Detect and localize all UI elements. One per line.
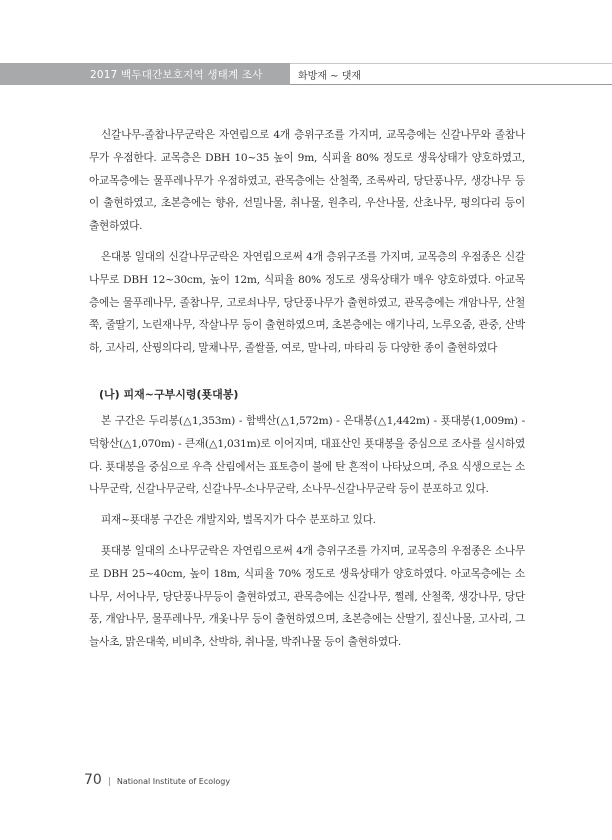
section-range: 화방재 ~ 댓재 bbox=[290, 63, 612, 85]
paragraph: 푯대봉 일대의 소나무군락은 자연림으로써 4개 층위구조를 가지며, 교목층의 우점종은 소나무로 DBH 25~40cm, 높이 18m, 식피율 70% 정도로 생육상태가 양호하였다. 아교목층에는 소나무, 서어나무, 당단풍나무등이 출현하였고, 관목층에는 신갈나무, 쩔레, 산철쭉, 생강나무, 당단풍, 개암나무, 물푸레나무, 개옻나무 등이 출현하였으며, 초본층에는 산딸기, 짚신나물, 고사리, 그늘사초, 맑은대쑥, 비비추, 산박하, 취나물, 박쥐나물 등이 출현하였다. bbox=[89, 544, 525, 649]
paragraph: 신갈나무-졸참나무군락은 자연림으로 4개 층위구조를 가지며, 교목층에는 신갈나무와 졸참나무가 우점한다. 교목층은 DBH 10~35 높이 9m, 식피율 80% 정도로 생육상태가 양호하였고, 아교목층에는 물푸레나무가 우점하였고, 관목층에는 산철쭉, 조록싸리, 당단풍나무, 생강나무 등이 출현하였고, 초본층에는 향유, 선밀나물, 취나물, 원추리, 우산나물, 산초나무, 평의다리 등이 출현하였다. bbox=[89, 129, 525, 233]
paragraph: 본 구간은 두리봉(△1,353m) - 함백산(△1,572m) - 은대봉(△1,442m) - 푯대봉(1,009m) - 덕항산(△1,070m) - 큰재(△1,031m)로 이어지며, 대표산인 푯대봉을 중심으로 조사를 실시하였다. 푯대봉을 중심으로 우측 산림에서는 표토층이 불에 탄 흔적이 나타났으며, 주요 식생으로는 소나무군락, 신갈나무군락, 신갈나무-소나무군락, 소나무-신갈나무군락 등이 분포하고 있다. bbox=[89, 414, 525, 496]
body-text bbox=[89, 124, 525, 654]
paragraph: 은대봉 일대의 신갈나무군락은 자연림으로써 4개 층위구조를 가지며, 교목층의 우점종은 신갈나무로 DBH 12~30cm, 높이 12m, 식피율 80% 정도로 생육상태가 매우 양호하였다. 아교목층에는 물푸레나무, 졸참나무, 고로쇠나무, 당단풍나무가 출현하였고, 관목층에는 개암나무, 산철쭉, 줄딸기, 노린재나무, 작살나무 등이 출현하였으며, 초본층에는 애기나리, 노루오줌, 관중, 산박하, 고사리, 산꿩의다리, 말채나무, 졸쌀풀, 여로, 말나리, 마타리 등 다양한 종이 출현하였다 bbox=[89, 250, 525, 355]
institution-name: National Institute of Ecology bbox=[116, 777, 231, 786]
paragraph: 피재~푯대봉 구간은 개발지와, 벌목지가 다수 분포하고 있다. bbox=[101, 514, 376, 527]
running-header bbox=[0, 63, 612, 85]
page-number: 70 bbox=[84, 772, 102, 788]
page-footer bbox=[84, 772, 230, 788]
section-heading: (나) 피재~구부시령(푯대봉) bbox=[99, 387, 239, 401]
footer-separator: | bbox=[107, 777, 111, 787]
report-title: 2017 백두대간보호지역 생태계 조사 bbox=[0, 63, 290, 85]
